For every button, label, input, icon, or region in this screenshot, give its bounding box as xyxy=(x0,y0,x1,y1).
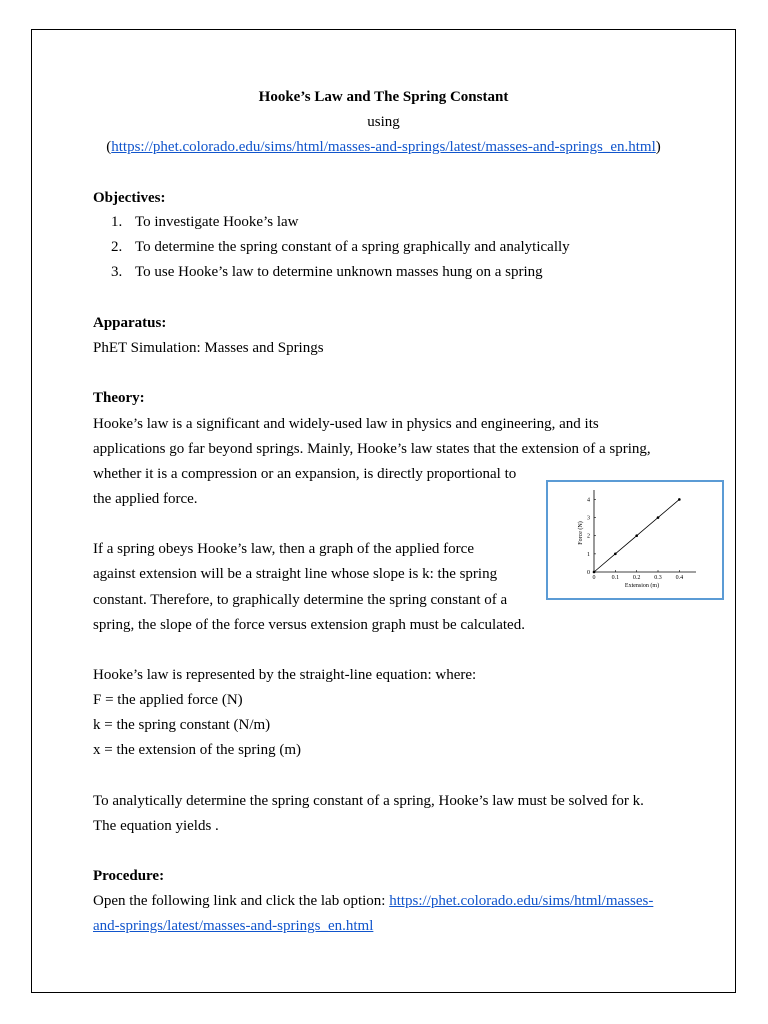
procedure-link-continued xyxy=(93,917,373,935)
procedure-heading: Procedure: xyxy=(93,868,165,884)
y-axis-label: Force (N) xyxy=(578,521,584,545)
list-number: 3. xyxy=(111,264,123,280)
theory-heading: Theory: xyxy=(93,390,145,406)
procedure-link-part2[interactable]: and-springs/latest/masses-and-springs_en.html xyxy=(93,918,374,934)
objectives-heading: Objectives: xyxy=(93,190,166,206)
y-tick-label: 1 xyxy=(587,551,590,558)
list-text: To investigate Hooke’s law xyxy=(135,214,299,230)
theory-line: applications go far beyond springs. Mainly, Hooke’s law states that the extension of a spring, xyxy=(93,441,651,457)
list-number: 2. xyxy=(111,239,123,255)
theory-line: the applied force. xyxy=(93,491,198,507)
procedure-text xyxy=(93,892,653,910)
theory-line: Hooke’s law is represented by the straight-line equation: where: xyxy=(93,667,477,683)
x-tick-label: 0.4 xyxy=(675,575,684,581)
force-extension-figure xyxy=(546,480,724,600)
data-point xyxy=(678,498,681,501)
definition-force: F = the applied force (N) xyxy=(93,692,243,708)
x-tick-label: 0 xyxy=(592,575,596,581)
x-tick-label: 0.2 xyxy=(632,575,641,581)
list-item xyxy=(111,213,299,231)
theory-line: To analytically determine the spring constant of a spring, Hooke’s law must be solved for k. xyxy=(93,793,644,809)
data-point xyxy=(614,553,617,556)
paren-close: ) xyxy=(655,139,661,155)
definition-extension: x = the extension of the spring (m) xyxy=(93,742,302,758)
data-point xyxy=(657,516,660,519)
list-number: 1. xyxy=(111,214,123,230)
theory-line: whether it is a compression or an expansion, is directly proportional to xyxy=(93,466,517,482)
theory-line: spring, the slope of the force versus extension graph must be calculated. xyxy=(93,617,525,633)
procedure-instruction: Open the following link and click the lab option: xyxy=(93,893,390,909)
theory-line: The equation yields . xyxy=(93,818,219,834)
theory-line: Hooke’s law is a significant and widely-used law in physics and engineering, and its xyxy=(93,416,599,432)
x-tick-label: 0.3 xyxy=(654,575,662,581)
apparatus-text: PhET Simulation: Masses and Springs xyxy=(93,340,324,356)
procedure-link[interactable]: https://phet.colorado.edu/sims/html/masses- xyxy=(389,893,654,909)
theory-line: If a spring obeys Hooke’s law, then a graph of the applied force xyxy=(93,541,474,557)
list-item xyxy=(111,238,570,256)
y-tick-label: 4 xyxy=(587,497,590,504)
y-tick-label: 3 xyxy=(587,515,590,522)
theory-line: constant. Therefore, to graphically determine the spring constant of a xyxy=(93,592,508,608)
definition-spring-constant: k = the spring constant (N/m) xyxy=(93,717,271,733)
list-text: To determine the spring constant of a spring graphically and analytically xyxy=(135,239,570,255)
header-url-line xyxy=(31,138,736,156)
data-point xyxy=(593,571,596,574)
apparatus-heading: Apparatus: xyxy=(93,315,167,331)
paren-open: ( xyxy=(106,139,112,155)
subtitle-using: using xyxy=(367,114,400,130)
theory-line: against extension will be a straight line whose slope is k: the spring xyxy=(93,566,498,582)
y-tick-label: 2 xyxy=(587,533,590,540)
data-point xyxy=(635,534,638,537)
list-item xyxy=(111,263,543,281)
force-extension-chart xyxy=(548,482,722,598)
x-tick-label: 0.1 xyxy=(611,575,620,581)
document-title: Hooke’s Law and The Spring Constant xyxy=(258,89,509,105)
list-text: To use Hooke’s law to determine unknown masses hung on a spring xyxy=(135,264,543,280)
x-axis-label: Extension (m) xyxy=(624,583,660,589)
phet-link[interactable]: https://phet.colorado.edu/sims/html/masses-and-springs/latest/masses-and-springs_en.html xyxy=(111,139,656,155)
y-tick-label: 0 xyxy=(587,570,590,576)
